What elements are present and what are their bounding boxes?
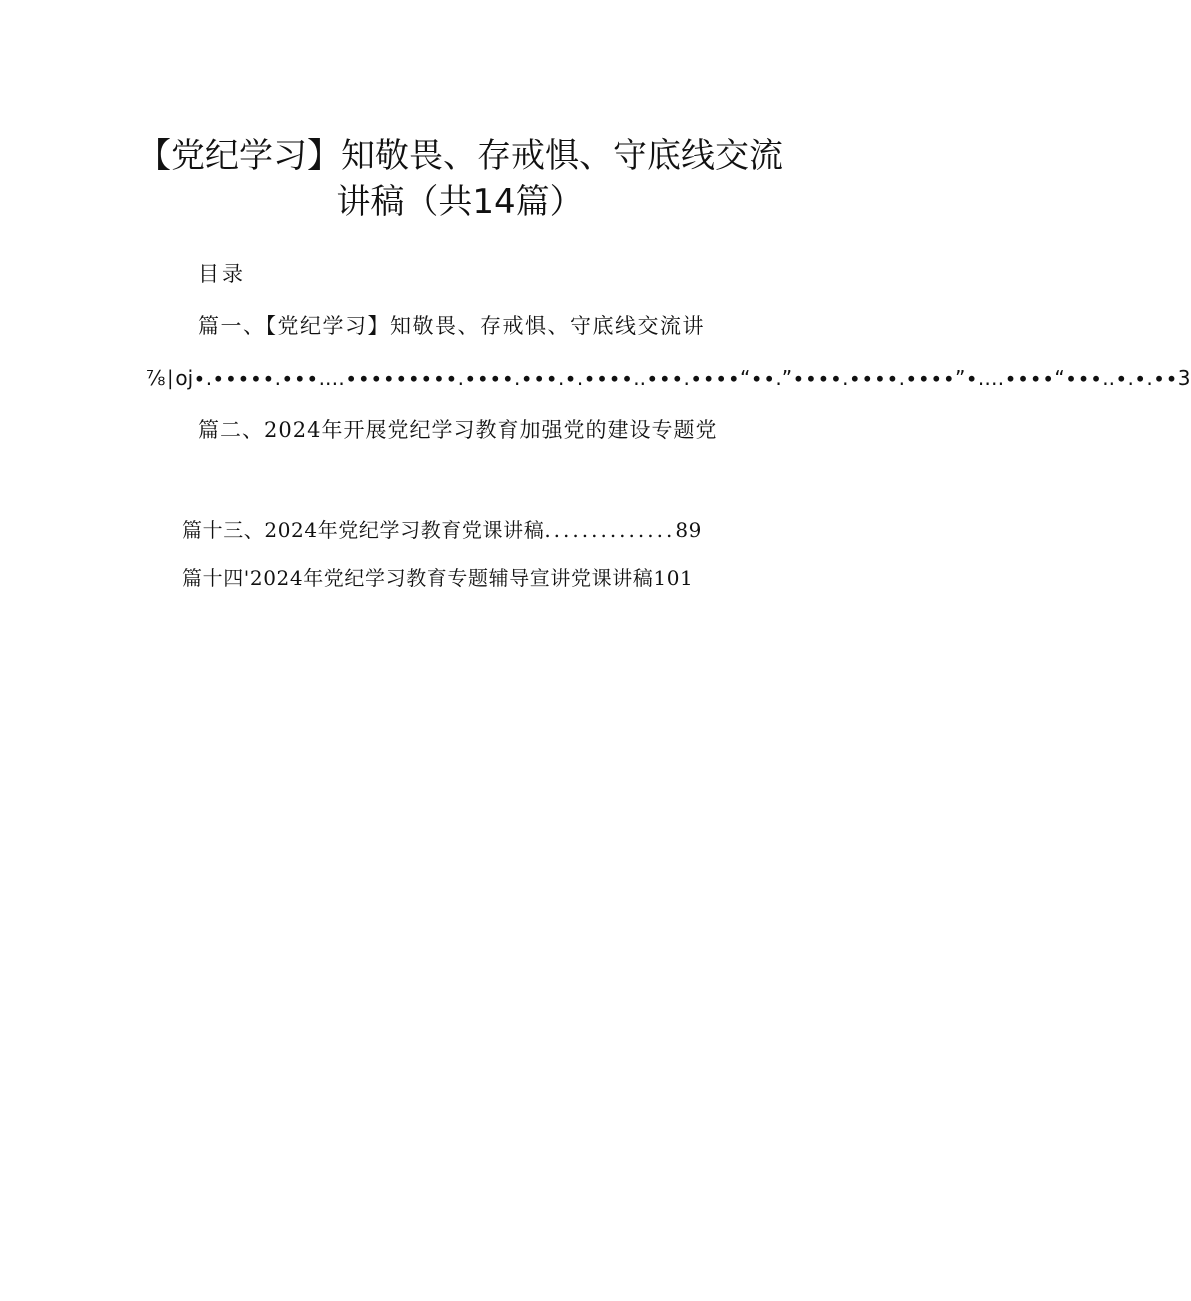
toc-entry-13-leader-dots: .............. [544, 518, 676, 542]
toc-entry-13-text: 篇十三、2024年党纪学习教育党课讲稿 [182, 518, 545, 542]
document-title-line-1: 【党纪学习】知敬畏、存戒惧、守底线交流 [137, 136, 783, 176]
toc-entry-14-line-1[interactable]: 篇十四'2024年党纪学习教育专题辅导宣讲党课讲稿101 [182, 566, 694, 590]
toc-entry-2-line-1[interactable]: 篇二、2024年开展党纪学习教育加强党的建设专题党 [198, 418, 718, 442]
toc-entry-1-line-1[interactable]: 篇一、【党纪学习】知敬畏、存戒惧、守底线交流讲 [198, 314, 705, 338]
document-title-line-2: 讲稿（共14篇） [336, 182, 584, 222]
toc-entry-1-line-2[interactable]: ⅞∣oj∙.∙∙∙∙∙.∙∙∙.…∙∙∙∙∙∙∙∙∙.∙∙∙∙.∙∙∙.∙.∙∙∙∙..∙∙∙.∙∙∙∙“∙∙.”∙∙∙∙.∙∙∙∙.∙∙∙∙”∙.…∙∙∙∙“∙∙∙..∙.∙.∙∙3 [146, 366, 1191, 390]
toc-label: 目录 [198, 262, 246, 286]
toc-entry-13[interactable] [182, 516, 702, 544]
toc-entry-13-page-number: 89 [675, 518, 702, 542]
